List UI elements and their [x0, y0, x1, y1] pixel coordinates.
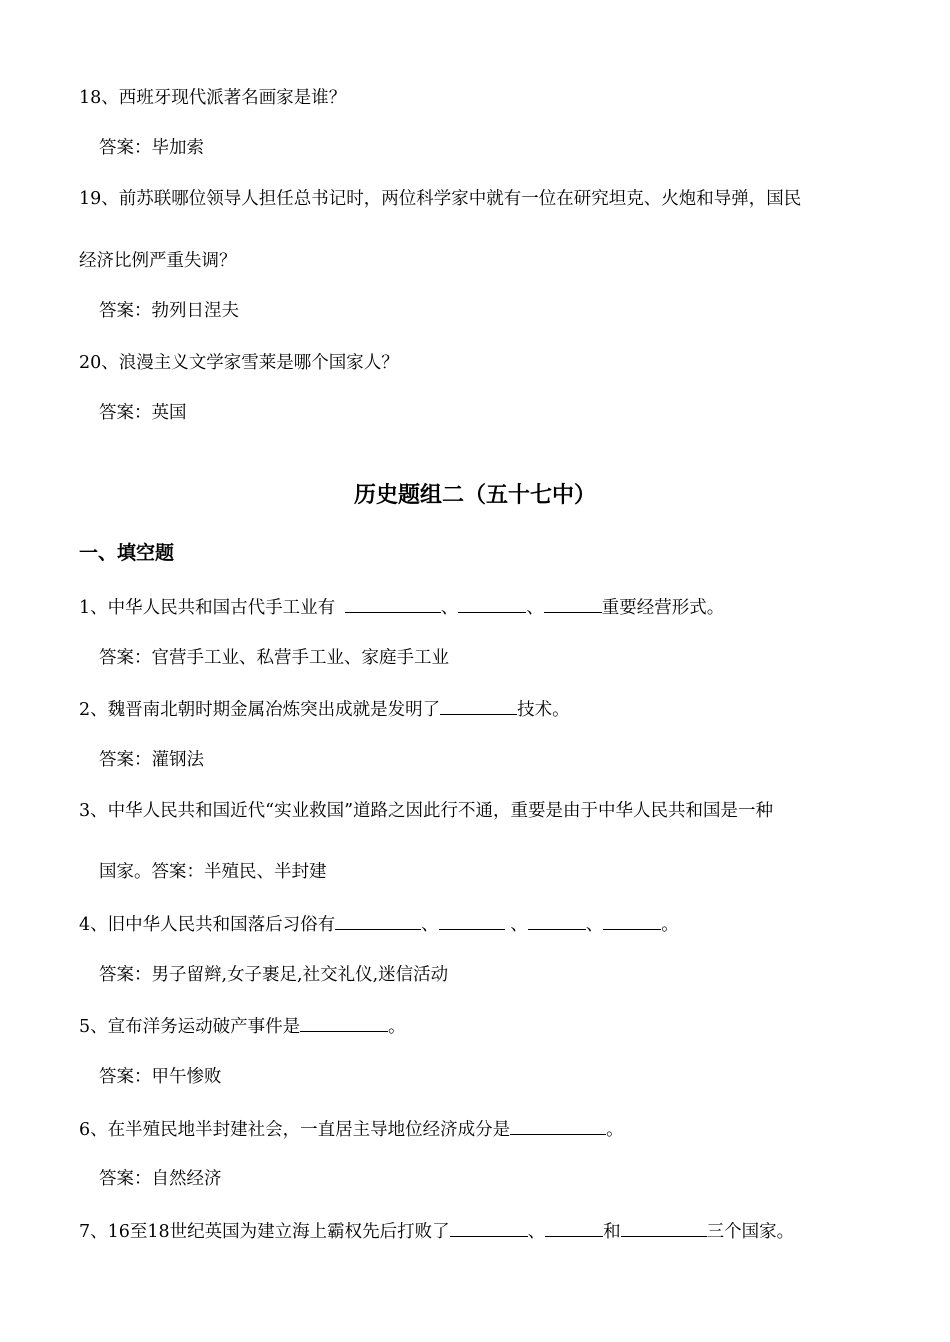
fill-4-answer: 答案：男子留辫,女子裹足,社交礼仪,迷信活动 — [99, 965, 449, 985]
fill-7-question — [79, 1219, 794, 1244]
fill-4-text-end: 。 — [661, 915, 679, 935]
section-heading: 一、填空题 — [79, 542, 175, 564]
fill-6-answer: 答案：自然经济 — [99, 1169, 222, 1189]
fill-1-question — [79, 595, 724, 620]
separator: 、 — [421, 915, 439, 935]
blank — [621, 1219, 707, 1237]
q19-question-line1: 19、前苏联哪位领导人担任总书记时，两位科学家中就有一位在研究坦克、火炮和导弹，国民 — [79, 189, 802, 209]
blank — [545, 1219, 603, 1237]
blank — [335, 912, 421, 930]
blank — [458, 595, 526, 613]
conjunction: 和 — [603, 1222, 621, 1242]
blank — [439, 912, 505, 930]
page-title: 历史题组二（五十七中） — [353, 483, 596, 508]
q19-answer: 答案：勃列日涅夫 — [99, 301, 239, 321]
blank — [510, 1117, 606, 1135]
q19-question-line2: 经济比例严重失调？ — [79, 251, 237, 271]
fill-3-question-line2: 国家。答案：半殖民、半封建 — [99, 862, 327, 882]
fill-6-text-end: 。 — [606, 1120, 624, 1140]
separator: 、 — [526, 598, 544, 618]
fill-6-text: 6、在半殖民地半封建社会，一直居主导地位经济成分是 — [79, 1120, 511, 1140]
fill-3-question-line1: 3、中华人民共和国近代“实业救国”道路之因此行不通，重要是由于中华人民共和国是一种 — [79, 801, 774, 821]
separator: 、 — [504, 915, 528, 935]
blank — [440, 697, 517, 715]
q20-answer: 答案：英国 — [99, 403, 187, 423]
fill-2-text: 2、魏晋南北朝时期金属冶炼突出成就是发明了 — [79, 700, 441, 720]
fill-4-text: 4、旧中华人民共和国落后习俗有 — [79, 915, 336, 935]
fill-5-text-end: 。 — [388, 1017, 406, 1037]
blank — [300, 1014, 388, 1032]
separator: 、 — [527, 1222, 546, 1242]
blank — [345, 595, 441, 613]
fill-7-text: 7、16至18世纪英国为建立海上霸权先后打败了 — [79, 1222, 450, 1242]
separator: 、 — [585, 915, 604, 935]
blank — [450, 1219, 528, 1237]
q18-question: 18、西班牙现代派著名画家是谁？ — [79, 88, 347, 108]
q18-answer: 答案：毕加索 — [99, 138, 204, 158]
fill-1-answer: 答案：官营手工业、私营手工业、家庭手工业 — [99, 648, 449, 668]
fill-4-question — [79, 912, 679, 937]
fill-2-answer: 答案：灌钢法 — [99, 750, 204, 770]
q20-question: 20、浪漫主义文学家雪莱是哪个国家人？ — [79, 353, 399, 373]
blank — [544, 595, 602, 613]
fill-6-question — [79, 1117, 624, 1142]
fill-1-text: 1、中华人民共和国古代手工业有 — [79, 598, 341, 618]
blank — [528, 912, 586, 930]
fill-2-question — [79, 697, 570, 722]
fill-1-text-end: 重要经营形式。 — [601, 598, 725, 618]
fill-7-text-end: 三个国家。 — [706, 1222, 795, 1242]
separator: 、 — [440, 598, 459, 618]
blank — [603, 912, 661, 930]
fill-2-text-end: 技术。 — [517, 700, 570, 720]
fill-5-question — [79, 1014, 406, 1039]
fill-5-answer: 答案：甲午惨败 — [99, 1067, 222, 1087]
fill-5-text: 5、宣布洋务运动破产事件是 — [79, 1017, 301, 1037]
